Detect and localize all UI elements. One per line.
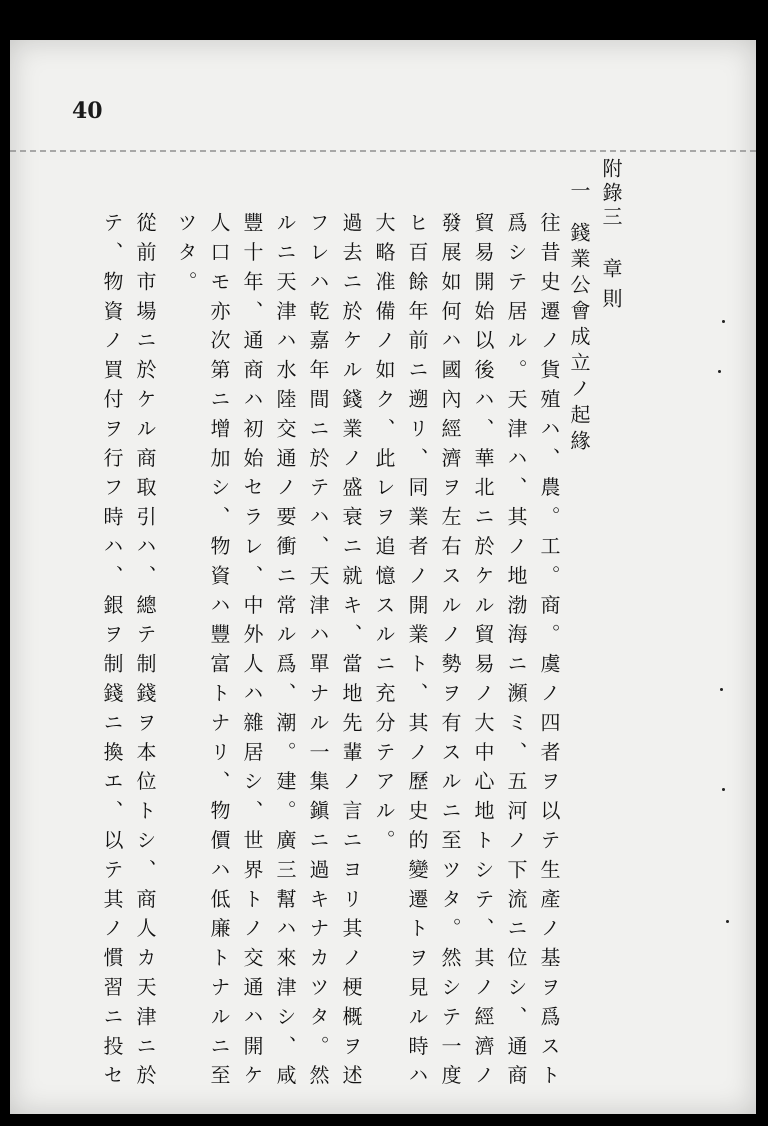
text-column: ツタ。 <box>174 212 198 301</box>
paper-speck <box>726 920 729 923</box>
chapter-heading: 章則 <box>599 258 623 318</box>
text-column: 發展如何ハ國內經濟ヲ左右スルノ勢ヲ有スルニ至ツタ。然シテ一度 <box>438 212 462 1094</box>
section-title: 錢業公會成立ノ起緣 <box>567 222 591 456</box>
text-column: 爲シテ居ル。天津ハ、其ノ地渤海ニ瀕ミ、五河ノ下流ニ位シ、通商 <box>504 212 528 1094</box>
section-number: 一 <box>567 180 591 200</box>
text-column: 從前市場ニ於ケル商取引ハ、總テ制錢ヲ本位トシ、商人カ天津ニ於 <box>133 212 157 1094</box>
text-column: 往昔史遷ノ貨殖ハ、農。工。商。虞ノ四者ヲ以テ生產ノ基ヲ爲スト <box>537 212 561 1094</box>
paper-speck <box>722 788 725 791</box>
text-column: 過去ニ於ケル錢業ノ盛衰ニ就キ、當地先輩ノ言ニヨリ其ノ梗概ヲ述 <box>339 212 363 1094</box>
paper-speck <box>718 370 721 373</box>
appendix-heading: 附錄三 <box>599 158 623 230</box>
text-column: フレハ乾嘉年間ニ於テハ、天津ハ單ナル一集鎭ニ過キナカツタ。然 <box>306 212 330 1094</box>
text-column: 貿易開始以後ハ、華北ニ於ケル貿易ノ大中心地トシテ、其ノ經濟ノ <box>471 212 495 1094</box>
paper-speck <box>720 688 723 691</box>
document-page <box>10 40 756 1114</box>
text-column: 人口モ亦次第ニ增加シ、物資ハ豐富トナリ、物價ハ低廉トナルニ至 <box>207 212 231 1094</box>
header-divider <box>10 150 756 152</box>
text-column: 大略准備ノ如ク、此レヲ追憶スルニ充分テアル。 <box>372 212 396 859</box>
page-number: 40 <box>72 98 103 124</box>
text-column: テ、物資ノ買付ヲ行フ時ハ、銀ヲ制錢ニ換エ、以テ其ノ慣習ニ投セ <box>100 212 124 1094</box>
text-column: 豐十年、通商ハ初始セラレ、中外人ハ雜居シ、世界トノ交通ハ開ケ <box>240 212 264 1094</box>
text-column: ルニ天津ハ水陸交通ノ要衝ニ常ル爲、潮。建。廣三幫ハ來津シ、咸 <box>273 212 297 1094</box>
paper-speck <box>722 320 725 323</box>
text-column: ヒ百餘年前ニ遡リ、同業者ノ開業ト、其ノ歷史的變遷トヲ見ル時ハ <box>405 212 429 1094</box>
